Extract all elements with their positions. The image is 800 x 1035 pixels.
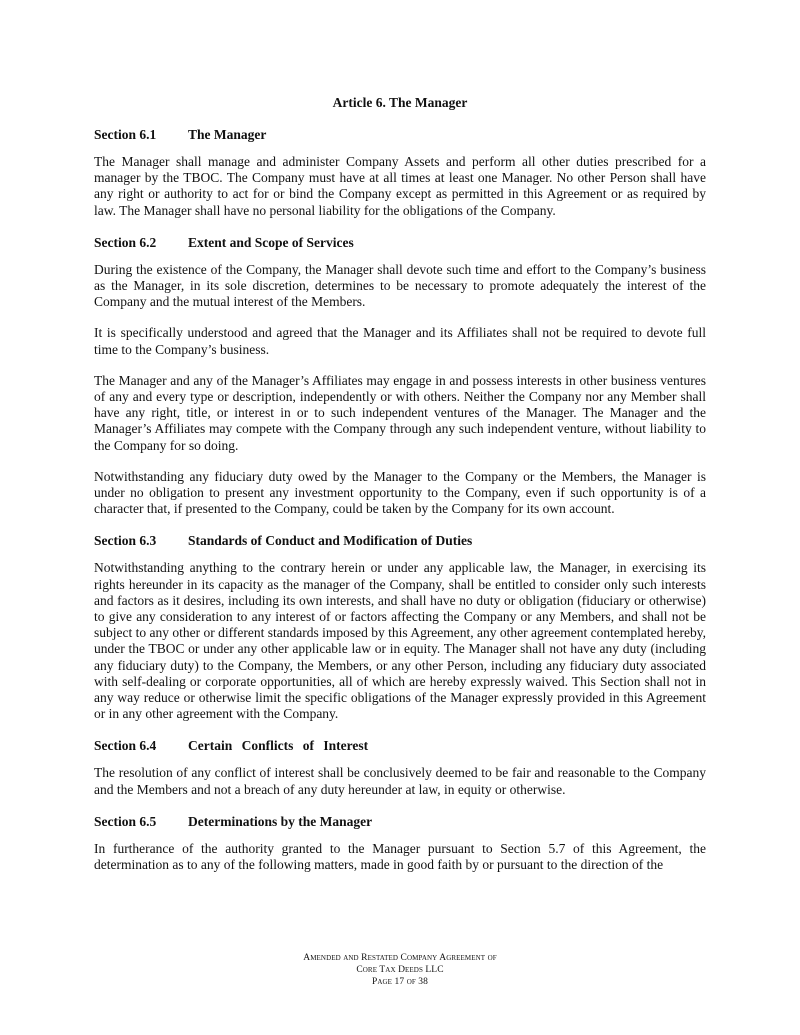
paragraph: During the existence of the Company, the Manager shall devote such time and effort to the Company’s business as the Manager, in its sole discretion, determines to be necessary to promote adequately the interest of the Company and the mutual interest of the Members. bbox=[94, 261, 706, 310]
document-page bbox=[94, 94, 706, 888]
paragraph: Notwithstanding any fiduciary duty owed by the Manager to the Company or the Members, the Manager is under no obligation to present any investment opportunity to the Company, even if such opportunity is of a character that, if presented to the Company, could be taken by the Company for its own account. bbox=[94, 468, 706, 517]
footer-agreement-title: Amended and Restated Company Agreement of bbox=[303, 953, 497, 963]
paragraph: The Manager shall manage and administer Company Assets and perform all other duties prescribed for a manager by the TBOC. The Company must have at all times at least one Manager. No other Person shall have any right or authority to act for or bind the Company except as permitted in this Agreement or as required by law. The Manager shall have no personal liability for the obligations of the Company. bbox=[94, 154, 706, 218]
footer-page-number: Page 17 of 38 bbox=[371, 977, 429, 987]
section-title: Standards of Conduct and Modification of Duties bbox=[188, 533, 473, 549]
section-heading-6-3 bbox=[94, 532, 706, 550]
section-title: The Manager bbox=[188, 127, 267, 142]
section-title: Extent and Scope of Services bbox=[188, 234, 354, 250]
section-number: Section 6.1 bbox=[94, 127, 157, 142]
section-title: Determinations by the Manager bbox=[188, 813, 373, 829]
page-footer bbox=[0, 952, 800, 988]
section-title: Certain Conflicts of Interest bbox=[188, 738, 369, 754]
section-heading-6-5 bbox=[94, 813, 706, 831]
section-heading-6-1 bbox=[94, 126, 706, 144]
paragraph: The Manager and any of the Manager’s Affiliates may engage in and possess interests in other business ventures of any and every type or description, independently or with others. Neither the Company nor any Member shall have any right, title, or interest in or to such independent ventures of the Manager. The Manager and the Manager’s Affiliates may compete with the Company through any such independent venture, without liability to the Company for so doing. bbox=[94, 372, 706, 453]
paragraph: Notwithstanding anything to the contrary herein or under any applicable law, the Manager, in exercising its rights hereunder in its capacity as the manager of the Company, shall be entitled to consider only such interests and factors as it desires, including its own interests, and shall have no duty or obligation (fiduciary or otherwise) to give any consideration to any interest of or factors affecting the Company or any Members, and shall not be subject to any other or different standards imposed by this Agreement, any other agreement contemplated hereby, under the TBOC or under any other applicable law or in equity. The Manager shall not have any duty (including any fiduciary duty) to the Company, the Members, or any other Person, including any fiduciary duty associated with self-dealing or corporate opportunities, all of which are hereby expressly waived. This Section shall not in any way reduce or otherwise limit the specific obligations of the Manager expressly provided in this Agreement or in any other agreement with the Company. bbox=[94, 560, 706, 722]
section-number: Section 6.5 bbox=[94, 813, 157, 829]
paragraph: It is specifically understood and agreed that the Manager and its Affiliates shall not be required to devote full time to the Company’s business. bbox=[94, 325, 706, 357]
footer-company-name: Core Tax Deeds LLC bbox=[356, 965, 444, 975]
article-title: Article 6. The Manager bbox=[332, 95, 468, 110]
section-heading-6-4 bbox=[94, 737, 706, 755]
section-heading-6-2 bbox=[94, 234, 706, 252]
paragraph: The resolution of any conflict of interest shall be conclusively deemed to be fair and reasonable to the Company and the Members and not a breach of any duty hereunder at law, in equity or otherwise. bbox=[94, 765, 706, 797]
paragraph: In furtherance of the authority granted to the Manager pursuant to Section 5.7 of this Agreement, the determination as to any of the following matters, made in good faith by or pursuant to the direction of the bbox=[94, 840, 706, 873]
section-number: Section 6.4 bbox=[94, 738, 157, 754]
section-number: Section 6.3 bbox=[94, 533, 157, 549]
section-number: Section 6.2 bbox=[94, 234, 157, 250]
